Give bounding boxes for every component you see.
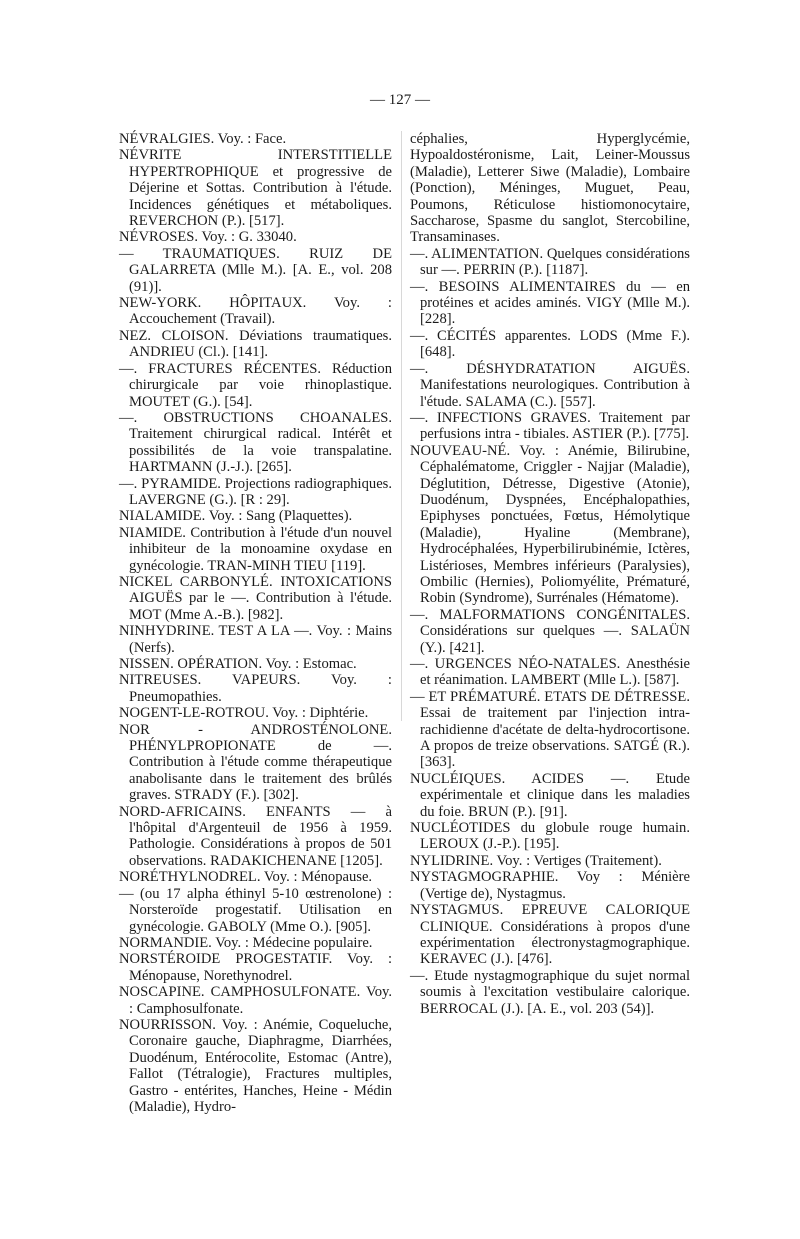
- index-column-left: [119, 131, 392, 1115]
- index-entry: NOSCAPINE. CAMPHOSULFONATE. Voy. : Camphosulfonate.: [119, 984, 392, 1017]
- index-entry: NUCLÉOTIDES du globule rouge humain. LEROUX (J.-P.). [195].: [410, 820, 690, 853]
- index-entry: —. Etude nystagmographique du sujet normal soumis à l'excitation vestibulaire calorique. BERROCAL (J.). [A. E., vol. 203 (54)].: [410, 967, 690, 1017]
- column-divider: [401, 131, 402, 721]
- index-entry: NISSEN. OPÉRATION. Voy. : Estomac.: [119, 656, 357, 672]
- index-entry: NORÉTHYLNODREL. Voy. : Ménopause.: [119, 869, 373, 886]
- index-entry: —. BESOINS ALIMENTAIRES du — en protéines et acides aminés. VIGY (Mlle M.). [228].: [410, 278, 690, 328]
- index-entry: NITREUSES. VAPEURS. Voy. : Pneumopathies.: [119, 672, 392, 705]
- index-entry: —. FRACTURES RÉCENTES. Réduction chirurgicale par voie rhinoplastique. MOUTET (G.). [54].: [119, 360, 392, 410]
- index-entry: —. URGENCES NÉO-NATALES. Anesthésie et réanimation. LAMBERT (Mlle L.). [587].: [410, 656, 690, 689]
- index-entry-continuation: céphalies, Hyperglycémie, Hypoaldostéronisme, Lait, Leiner-Moussus (Maladie), Letterer Siwe (Maladie), Lombaire (Ponction), Méninges, Muguet, Peau, Poumons, Réticulose histiomonocytaire, Saccharose, Spasme du sanglot, Stercobiline, Transaminases.: [410, 131, 690, 246]
- index-entry: —. INFECTIONS GRAVES. Traitement par perfusions intra - tibiales. ASTIER (P.). [775].: [410, 409, 690, 443]
- index-entry: NOUVEAU-NÉ. Voy. : Anémie, Bilirubine, Céphalématome, Criggler - Najjar (Maladie), Déglutition, Détresse, Digestive (Atonie), Duodénum, Dyspnées, Encéphalopathies, Epiphyses ponctuées, Fœtus, Hémolytique (Maladie), Hyaline (Membrane), Hydrocéphalées, Hyperbilirubinémie, Ictères, Listérioses, Membres inférieurs (Paralysies), Ombilic (Hernies), Poliomyélite, Prématuré, Robin (Syndrome), Surrénales (Hématome).: [410, 442, 690, 607]
- index-entry: —. ALIMENTATION. Quelques considérations sur —. PERRIN (P.). [1187].: [410, 245, 690, 279]
- index-entry: NYLIDRINE. Voy. : Vertiges (Traitement).: [410, 852, 662, 869]
- index-column-right: [410, 131, 690, 1017]
- index-entry: — TRAUMATIQUES. RUIZ DE GALARRETA (Mlle M.). [A. E., vol. 208 (91)].: [119, 245, 392, 295]
- index-entry: NYSTAGMOGRAPHIE. Voy : Ménière (Vertige de), Nystagmus.: [410, 869, 690, 902]
- index-entry: NORD-AFRICAINS. ENFANTS — à l'hôpital d'Argenteuil de 1956 à 1959. Pathologie. Considérations à propos de 501 observations. RADAKICHENANE [1205].: [119, 803, 392, 869]
- index-entry: —. PYRAMIDE. Projections radiographiques. LAVERGNE (G.). [R : 29].: [119, 475, 392, 508]
- page-number: — 127 —: [370, 92, 430, 108]
- index-entry: NIAMIDE. Contribution à l'étude d'un nouvel inhibiteur de la monoamine oxydase en gynécologie. TRAN-MINH TIEU [119].: [119, 524, 392, 574]
- index-entry: NOURRISSON. Voy. : Anémie, Coqueluche, Coronaire gauche, Diaphragme, Diarrhées, Duodénum, Entérocolite, Estomac (Antre), Fallot (Tétralogie), Fractures multiples, Gastro - entérites, Hanches, Heine - Médin (Maladie), Hydro-: [119, 1016, 392, 1115]
- index-entry: NICKEL CARBONYLÉ. INTOXICATIONS AIGUËS par le —. Contribution à l'étude. MOT (Mme A.-B.). [982].: [119, 573, 392, 623]
- index-entry: —. DÉSHYDRATATION AIGUËS. Manifestations neurologiques. Contribution à l'étude. SALAMA (C.). [557].: [410, 360, 690, 410]
- index-entry: NORSTÉROIDE PROGESTATIF. Voy. : Ménopause, Norethynodrel.: [119, 951, 392, 984]
- index-entry: NEZ. CLOISON. Déviations traumatiques. ANDRIEU (Cl.). [141].: [119, 327, 392, 361]
- index-entry: —. MALFORMATIONS CONGÉNITALES. Considérations sur quelques —. SALAÜN (Y.). [421].: [410, 606, 690, 656]
- index-entry: NOGENT-LE-ROTROU. Voy. : Diphtérie.: [119, 705, 369, 722]
- index-entry: —. OBSTRUCTIONS CHOANALES. Traitement chirurgical radical. Intérêt et possibilités de la voie transpalatine. HARTMANN (J.-J.). [265].: [119, 409, 392, 476]
- index-entry: NOR - ANDROSTÉNOLONE. PHÉNYLPROPIONATE de —. Contribution à l'étude comme thérapeutique anabolisante dans le traitement des brûlés graves. STRADY (F.). [302].: [119, 721, 392, 804]
- index-entry: NUCLÉIQUES. ACIDES —. Etude expérimentale et clinique dans les maladies du foie. BRUN (P.). [91].: [410, 770, 690, 820]
- index-entry: NÉVRITE INTERSTITIELLE HYPERTROPHIQUE et progressive de Déjerine et Sottas. Contribution à l'étude. Incidences génétiques et métaboliques. REVERCHON (P.). [517].: [119, 147, 392, 230]
- index-entry: NEW-YORK. HÔPITAUX. Voy. : Accouchement (Travail).: [119, 295, 392, 328]
- index-entry: NÉVRALGIES. Voy. : Face.: [119, 131, 287, 147]
- index-entry: NYSTAGMUS. EPREUVE CALORIQUE CLINIQUE. Considérations à propos d'une expérimentation électronystagmographique. KERAVEC (J.). [476].: [410, 902, 690, 968]
- index-entry: —. CÉCITÉS apparentes. LODS (Mme F.). [648].: [410, 327, 690, 361]
- index-entry: — (ou 17 alpha éthinyl 5-10 œstrenolone) : Norsteroïde progestatif. Utilisation en gynécologie. GABOLY (Mme O.). [905].: [119, 885, 392, 935]
- index-entry: — ET PRÉMATURÉ. ETATS DE DÉTRESSE. Essai de traitement par l'injection intra-rachidienne d'acétate de delta-hydrocortisone. A propos de treize observations. SATGÉ (R.). [363].: [410, 688, 690, 771]
- index-entry: NIALAMIDE. Voy. : Sang (Plaquettes).: [119, 508, 353, 525]
- index-entry: NÉVROSES. Voy. : G. 33040.: [119, 229, 297, 246]
- index-entry: NINHYDRINE. TEST A LA —. Voy. : Mains (Nerfs).: [119, 623, 392, 656]
- index-entry: NORMANDIE. Voy. : Médecine populaire.: [119, 934, 373, 951]
